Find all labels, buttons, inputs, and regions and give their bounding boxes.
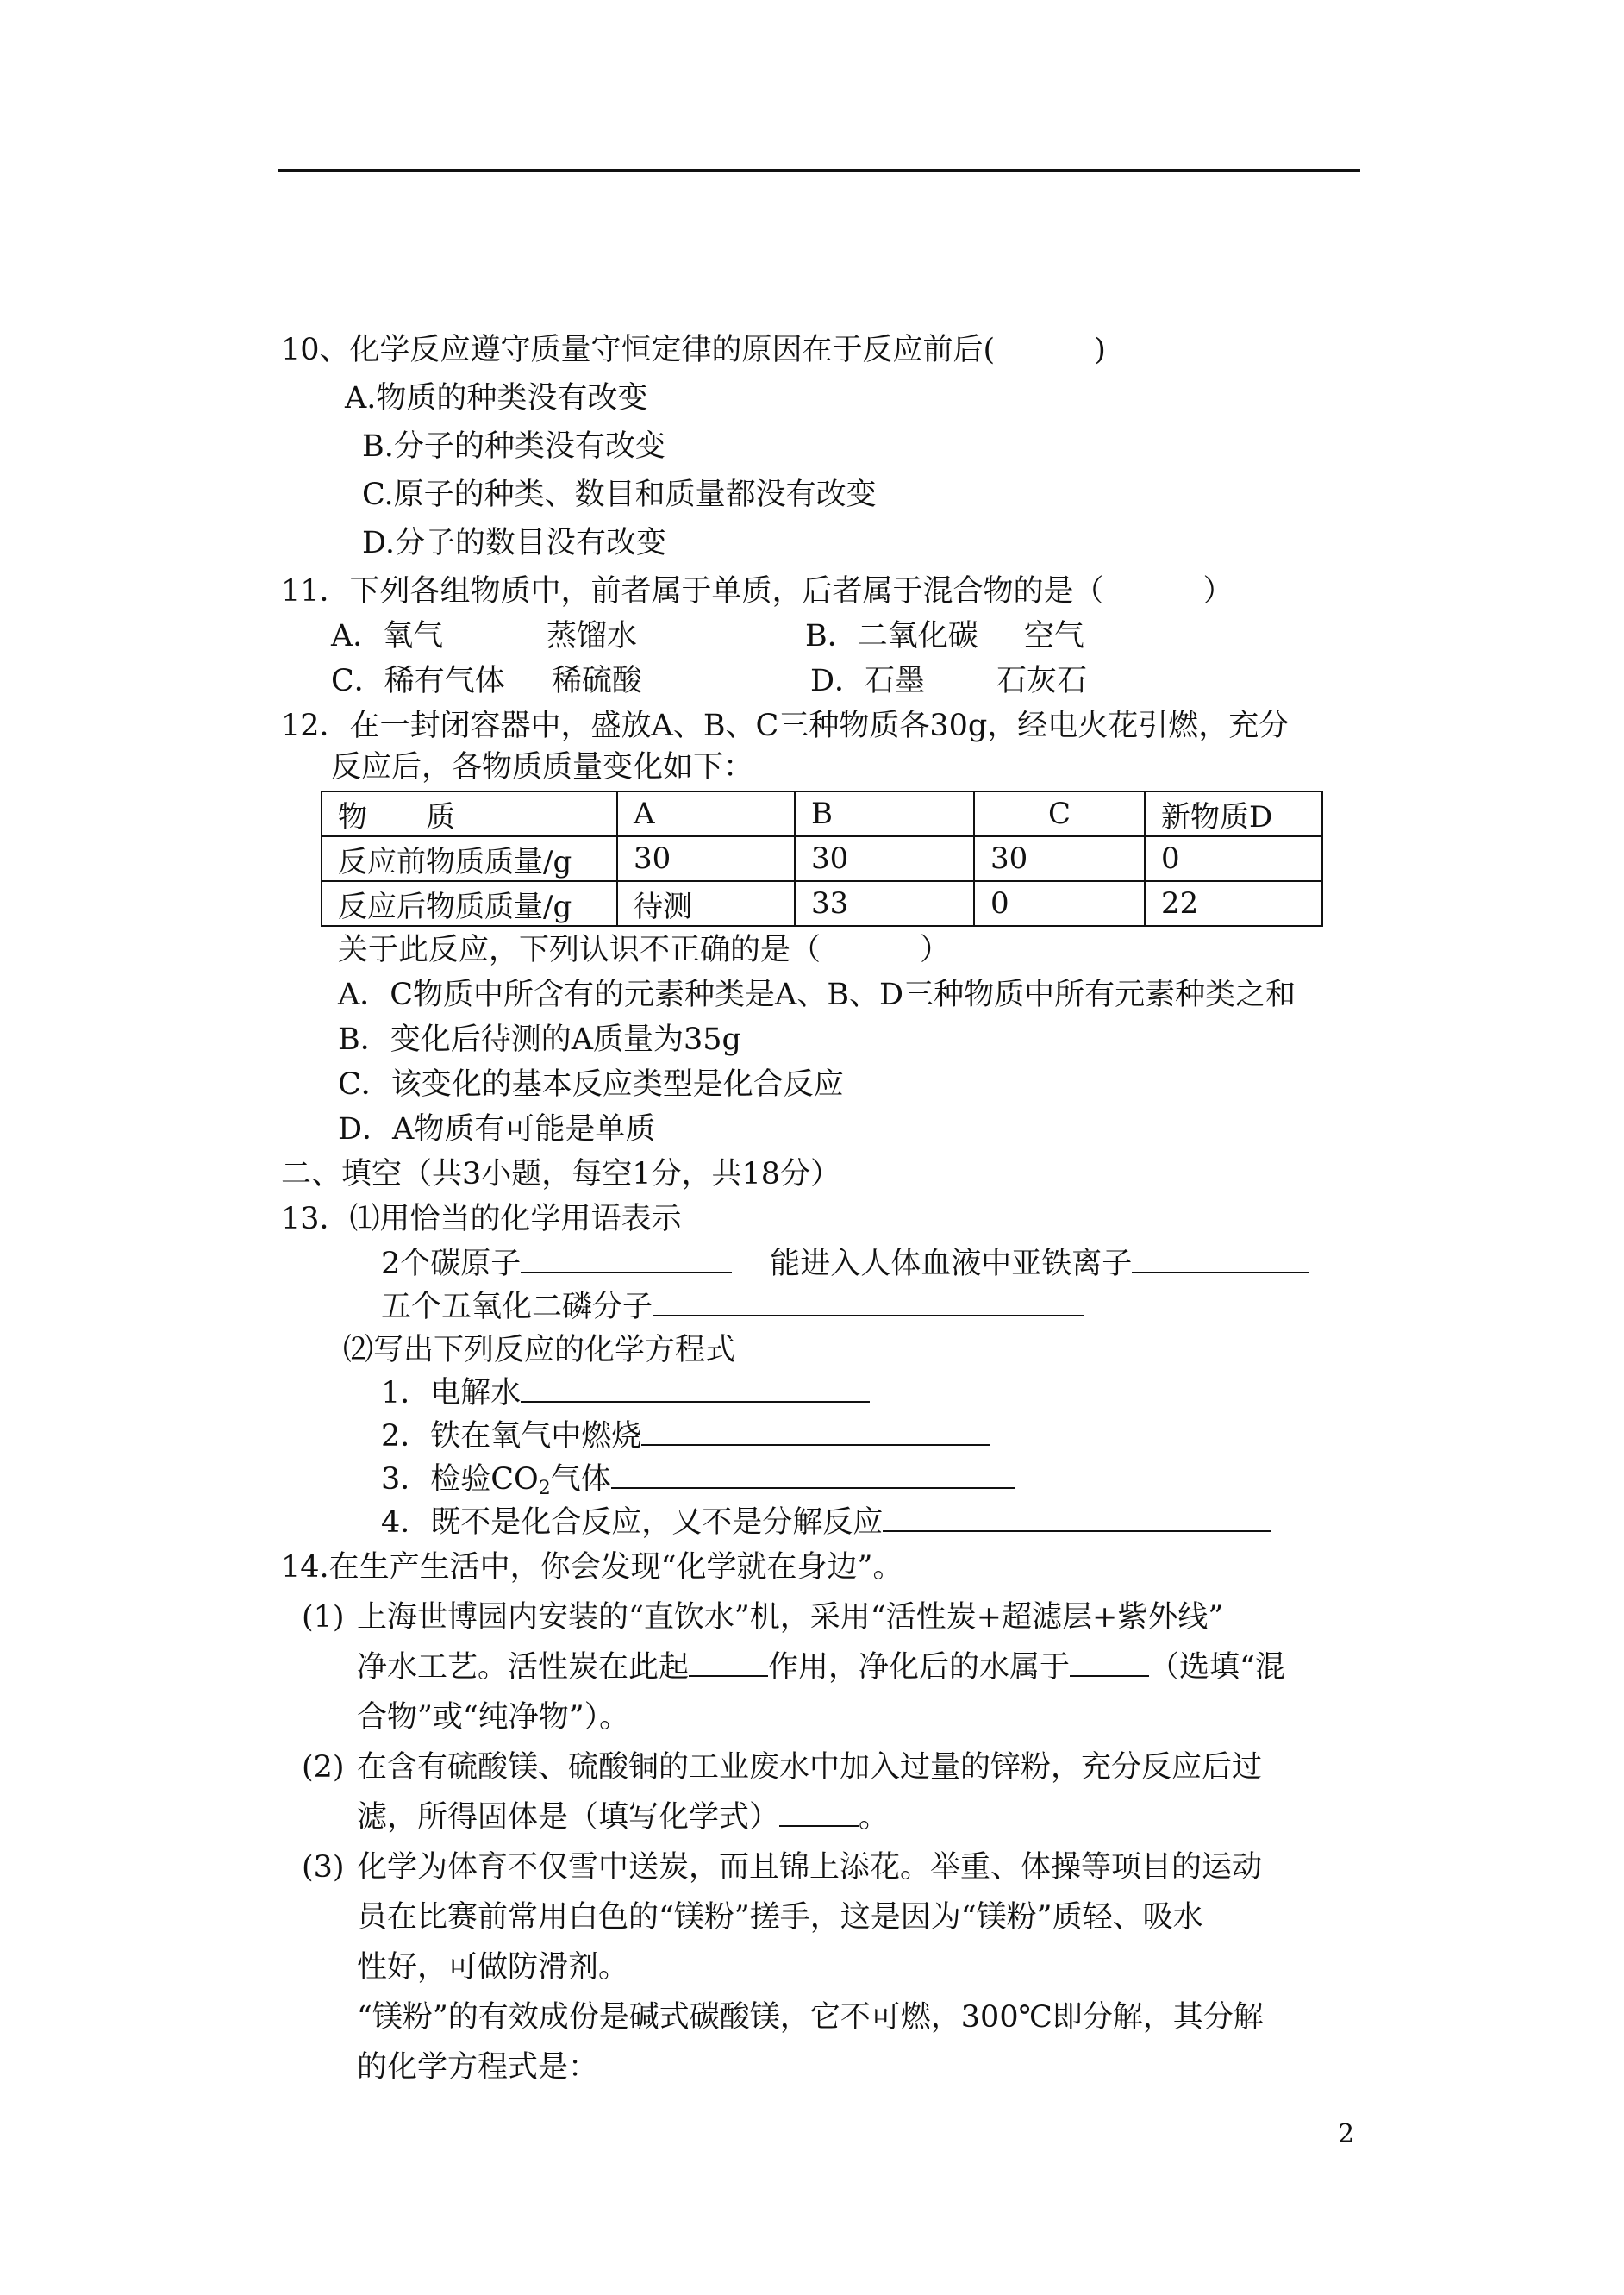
q13-eq3-label-post: 气体 — [550, 1462, 611, 1497]
q14-sub3-number: (3) — [302, 1850, 345, 1885]
q14-sub1-text-a: 净水工艺。活性炭在此起 — [357, 1650, 690, 1685]
q13-eq4-label: 4．既不是化合反应，又不是分解反应 — [381, 1505, 884, 1540]
q11-option-a: A．氧气 — [331, 619, 444, 653]
q14-activated-carbon-role-blank[interactable] — [689, 1649, 768, 1677]
q14-sub2-text-a: 滤，所得固体是（填写化学式） — [357, 1800, 780, 1835]
q10-stem — [281, 329, 1106, 371]
q13-eq3-label-pre: 3．检验CO — [381, 1462, 539, 1497]
q11-option-d: D．石墨 — [810, 664, 926, 698]
mass-change-table — [321, 791, 1323, 927]
table-cell: 30 — [795, 836, 974, 881]
table-cell: 33 — [795, 881, 974, 926]
q14-sub1-text-c: （选填“混 — [1149, 1650, 1285, 1685]
table-row — [322, 881, 1322, 926]
table-cell: 反应后物质质量/g — [322, 881, 617, 926]
q13-carbon-atoms-blank[interactable] — [521, 1246, 732, 1273]
q12-option-a: A．C物质中所含有的元素种类是A、B、D三种物质中所有元素种类之和 — [338, 978, 1296, 1012]
q12-option-b: B．变化后待测的A质量为35g — [338, 1022, 741, 1057]
table-header-cell: A — [617, 791, 795, 836]
q12-question — [338, 929, 950, 971]
table-header-row — [322, 791, 1322, 836]
q13-ferrous-ion-label: 能进入人体血液中亚铁离子 — [770, 1247, 1133, 1281]
q13-ferrous-ion-blank[interactable] — [1132, 1246, 1309, 1273]
q14-sub3-line1: 化学为体育不仅雪中送炭，而且锦上添花。举重、体操等项目的运动 — [357, 1850, 1263, 1885]
q10-close: ) — [1094, 333, 1106, 367]
q13-eq4-blank[interactable] — [883, 1504, 1271, 1532]
q14-stem: 14.在生产生活中，你会发现“化学就在身边”。 — [281, 1550, 903, 1585]
table-cell: 0 — [1145, 836, 1322, 881]
q13-eq1-blank[interactable] — [521, 1375, 870, 1403]
q13-eq4 — [381, 1502, 1271, 1543]
header-rule — [278, 169, 1360, 172]
q14-sub1-line2 — [357, 1647, 1285, 1688]
table-cell: 30 — [617, 836, 795, 881]
q13-p2o5-blank[interactable] — [653, 1289, 1084, 1316]
q13-eq1 — [381, 1373, 870, 1414]
section-2-heading: 二、填空（共3小题，每空1分，共18分） — [281, 1157, 841, 1191]
q13-row1 — [381, 1243, 1309, 1285]
q14-sub2-number: (2) — [302, 1750, 345, 1785]
q11-option-c2: 稀硫酸 — [552, 664, 643, 698]
q14-sub2-line1: 在含有硫酸镁、硫酸铜的工业废水中加入过量的锌粉，充分反应后过 — [357, 1750, 1263, 1785]
q12-option-d: D．A物质有可能是单质 — [338, 1112, 656, 1147]
q14-sub1-text-b: 作用，净化后的水属于 — [768, 1650, 1071, 1685]
q11-option-c: C．稀有气体 — [331, 664, 505, 698]
q14-sub1-line3: 合物”或“纯净物”）。 — [357, 1700, 630, 1735]
q13-part1: 13．⑴用恰当的化学用语表示 — [281, 1202, 682, 1236]
q14-sub2-line2 — [357, 1797, 889, 1838]
q14-sub3-line5: 的化学方程式是： — [357, 2050, 599, 2085]
q14-sub3-line3: 性好，可做防滑剂。 — [357, 1950, 629, 1985]
q13-carbon-atoms-label: 2个碳原子 — [381, 1247, 522, 1281]
q13-eq1-label: 1．电解水 — [381, 1376, 522, 1410]
q11-stem — [281, 571, 1234, 612]
q13-part2: ⑵写出下列反应的化学方程式 — [343, 1333, 736, 1367]
q12-line1: 12．在一封闭容器中，盛放A、B、C三种物质各30g，经电火花引燃，充分 — [281, 709, 1290, 743]
q13-eq2-label: 2．铁在氧气中燃烧 — [381, 1419, 642, 1454]
q10-option-a: A.物质的种类没有改变 — [345, 381, 648, 416]
table-header-cell: 新物质D — [1145, 791, 1322, 836]
table-header-cell: C — [974, 791, 1145, 836]
q14-sub1-number: (1) — [302, 1600, 345, 1635]
page-number: 2 — [1338, 2119, 1355, 2149]
table-cell: 30 — [974, 836, 1145, 881]
q12-close: ） — [920, 933, 951, 967]
q10-option-d: D.分子的数目没有改变 — [362, 526, 666, 560]
q12-line2: 反应后，各物质质量变化如下： — [331, 750, 754, 785]
q13-eq2 — [381, 1416, 990, 1457]
q13-eq3-subscript: 2 — [538, 1478, 551, 1499]
q10-option-c: C.原子的种类、数目和质量都没有改变 — [362, 478, 877, 512]
q14-sub2-text-b: 。 — [859, 1800, 890, 1835]
q10-option-b: B.分子的种类没有改变 — [362, 429, 665, 464]
q11-option-b2: 空气 — [1024, 619, 1085, 653]
q13-eq3-blank[interactable] — [611, 1461, 1015, 1489]
table-header-cell: 物 质 — [322, 791, 617, 836]
q12-question-text: 关于此反应，下列认识不正确的是（ — [338, 933, 821, 967]
table-row — [322, 836, 1322, 881]
q14-water-type-blank[interactable] — [1070, 1649, 1149, 1677]
table-cell: 22 — [1145, 881, 1322, 926]
q10-stem-text: 10、化学反应遵守质量守恒定律的原因在于反应前后( — [281, 333, 996, 367]
q11-close: ） — [1202, 574, 1234, 609]
q12-option-c: C．该变化的基本反应类型是化合反应 — [338, 1067, 844, 1102]
q14-solid-formula-blank[interactable] — [779, 1799, 859, 1827]
q11-stem-text: 11．下列各组物质中，前者属于单质，后者属于混合物的是（ — [281, 574, 1104, 609]
table-cell: 待测 — [617, 881, 795, 926]
q13-p2o5-label: 五个五氧化二磷分子 — [381, 1290, 653, 1324]
q14-sub3-line2: 员在比赛前常用白色的“镁粉”搓手，这是因为“镁粉”质轻、吸水 — [357, 1900, 1203, 1935]
table-cell: 0 — [974, 881, 1145, 926]
q11-option-a2: 蒸馏水 — [547, 619, 638, 653]
table-header-cell: B — [795, 791, 974, 836]
q11-option-d2: 石灰石 — [996, 664, 1088, 698]
table-cell: 反应前物质质量/g — [322, 836, 617, 881]
q11-option-b: B．二氧化碳 — [805, 619, 978, 653]
q13-eq2-blank[interactable] — [641, 1418, 990, 1446]
q14-sub3-line4: “镁粉”的有效成份是碱式碳酸镁，它不可燃，300℃即分解，其分解 — [357, 2000, 1264, 2035]
q13-row2 — [381, 1286, 1084, 1328]
q14-sub1-line1: 上海世博园内安装的“直饮水”机，采用“活性炭+超滤层+紫外线” — [357, 1600, 1224, 1635]
